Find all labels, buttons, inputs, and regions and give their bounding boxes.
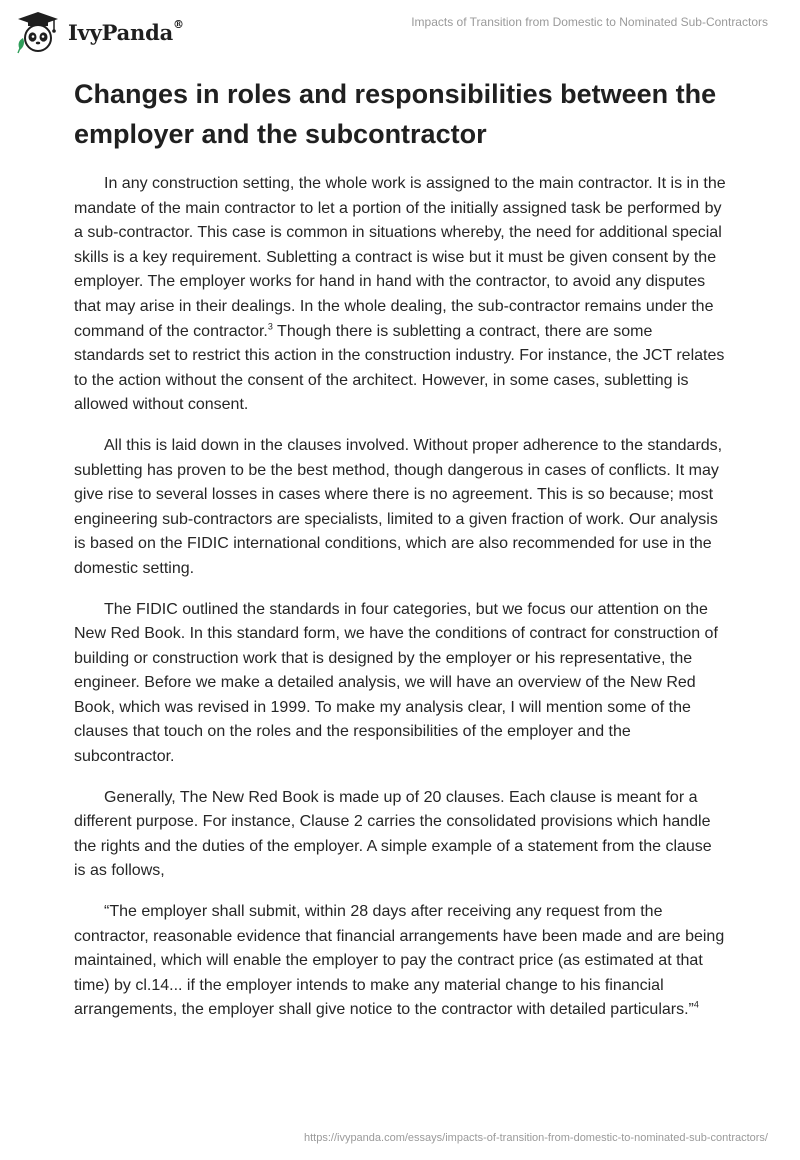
block-quote: “The employer shall submit, within 28 days after receiving any request from the contractor, reasonable evidence that financial arrangements have been made and are being maintained, which will enable the employer to pay the contract price (as estimated at that time) by cl.14... if the employer intends to make any material change to his financial arrangements, the employer shall give notice to the contractor with detailed particulars.”$^4$ (74, 903, 725, 1019)
page-title: Changes in roles and responsibilities between the employer and the subcontractor (74, 79, 717, 149)
brand-logo[interactable] (14, 10, 184, 54)
footnote-ref[interactable]: 4 (693, 1000, 699, 1011)
article-body (74, 172, 726, 1039)
paragraph: Generally, The New Red Book is made up of 20 clauses. Each clause is meant for a different purpose. For instance, Clause 2 carries the consolidated provisions which handle the rights and the duties of the employer. A simple example of a statement from the clause is as follows, (74, 788, 712, 880)
brand-name: IvyPanda® (68, 17, 184, 45)
paragraph: All this is laid down in the clauses involved. Without proper adherence to the standards, subletting has proven to be the best method, though dangerous in cases of conflicts. It may give rise to several losses in cases where there is no agreement. This is so because; most engineering sub-contractors are specialists, limited to a given fraction of work. Our analysis is based on the FIDIC international conditions, which are also recommended for use in the domestic setting. (74, 436, 723, 577)
paragraph: The FIDIC outlined the standards in four categories, but we focus our attention on the New Red Book. In this standard form, we have the conditions of contract for construction of building or construction work that is designed by the employer or his representative, the engineer. Before we make a detailed analysis, we will have an overview of the New Red Book, which was revised in 1999. To make my analysis clear, I will mention some of the clauses that touch on the roles and the responsibilities of the employer and the subcontractor. (74, 600, 718, 766)
panda-graduate-icon (14, 10, 62, 54)
paragraph: In any construction setting, the whole work is assigned to the main contractor. It is in the mandate of the main contractor to let a portion of the initially assigned task be performed by a sub-contractor. This case is common in situations whereby, the need for additional special skills is a key requirement. Subletting a contract is wise but it must be given consent by the employer. The employer works for hand in hand with the contractor, to avoid any disputes that may arise in their dealings. In the whole dealing, the sub-contractor remains under the command of the contractor.$^3$ Though there is subletting a contract, there are some standards set to restrict this action in the construction industry. For instance, the JCT relates to the action without the consent of the architect. However, in some cases, subletting is allowed without consent. (74, 175, 726, 414)
footnote-ref[interactable]: 3 (267, 321, 273, 332)
source-url[interactable]: https://ivypanda.com/essays/impacts-of-transition-from-domestic-to-nominated-sub-contractors/ (303, 1132, 768, 1144)
document-header-title: Impacts of Transition from Domestic to Nominated Sub-Contractors (411, 15, 768, 29)
